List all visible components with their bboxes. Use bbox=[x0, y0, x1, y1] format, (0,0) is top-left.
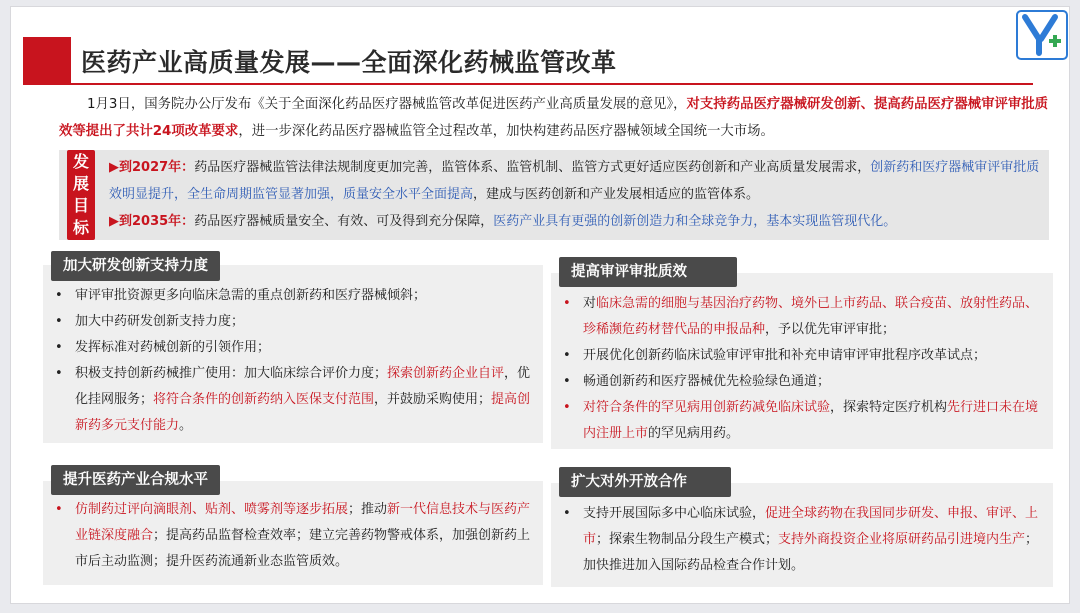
section-compliance-list bbox=[53, 497, 539, 575]
goals-text bbox=[109, 154, 1044, 235]
goals-label bbox=[67, 150, 95, 240]
list-item: • 开展优化创新药临床试验审评审批和补充申请审评审批程序改革试点； bbox=[561, 343, 1049, 369]
goal-2035-highlight: 医药产业具有更强的创新创造力和全球竞争力，基本实现监管现代化。 bbox=[493, 214, 897, 229]
goal-2027-heading: ▶到2027年： bbox=[109, 160, 195, 175]
goal-2027-text: 药品医疗器械监管法律法规制度更加完善，监管体系、监管机制、监管方式更好适应医药创新和产业高质量发展需求， bbox=[194, 160, 871, 175]
title-underline bbox=[71, 83, 1033, 85]
section-review-efficiency-list bbox=[561, 291, 1049, 447]
goal-2035 bbox=[109, 208, 1044, 235]
goals-label-char: 发 bbox=[72, 152, 89, 171]
goals-label-char: 展 bbox=[72, 174, 89, 193]
goal-2035-text: 药品医疗器械质量安全、有效、可及得到充分保障， bbox=[194, 214, 494, 229]
intro-text-1: 1月3日，国务院办公厅发布《关于全面深化药品医疗器械监管改革促进医药产业高质量发展的意见》， bbox=[87, 97, 687, 112]
list-item: • 积极支持创新药械推广使用：加大临床综合评价力度；探索创新药企业自评，优化挂网服务；将符合条件的创新药纳入医保支付范围，并鼓励采购使用；提高创新药多元支付能力。 bbox=[53, 361, 539, 439]
goal-2027-highlight: 创新药和医疗器械审评审批质效明显提升，全生命周期监管显著加强，质量安全水平全面提高 bbox=[109, 160, 1040, 202]
section-opening-up-list bbox=[561, 501, 1049, 579]
list-item: • 对临床急需的细胞与基因治疗药物、境外已上市药品、联合疫苗、放射性药品、珍稀濒危药材替代品的申报品种，予以优先审评审批； bbox=[561, 291, 1049, 343]
section-rd-support-label: 加大研发创新支持力度 bbox=[51, 251, 220, 281]
goal-2035-heading: ▶到2035年： bbox=[109, 214, 195, 229]
list-item: • 加大中药研发创新支持力度； bbox=[53, 309, 539, 335]
goal-2027-text-end: ，建成与医药创新和产业发展相适应的监管体系。 bbox=[473, 187, 760, 202]
goals-label-char: 目 bbox=[72, 196, 89, 215]
section-compliance-label: 提升医药产业合规水平 bbox=[51, 465, 220, 495]
list-item: • 畅通创新药和医疗器械优先检验绿色通道； bbox=[561, 369, 1049, 395]
list-item: • 发挥标准对药械创新的引领作用； bbox=[53, 335, 539, 361]
company-logo-icon bbox=[1015, 9, 1069, 61]
section-review-efficiency-label: 提高审评审批质效 bbox=[559, 257, 737, 287]
list-item: • 审评审批资源更多向临床急需的重点创新药和医疗器械倾斜； bbox=[53, 283, 539, 309]
section-opening-up-label: 扩大对外开放合作 bbox=[559, 467, 731, 497]
intro-highlight: 对支持药品医疗器械研发创新、提高药品医疗器械审评审批质效等提出了共计24项改革要求 bbox=[59, 97, 1049, 139]
slide bbox=[10, 6, 1070, 604]
goal-2027 bbox=[109, 154, 1044, 208]
list-item: • 支持开展国际多中心临床试验，促进全球药物在我国同步研发、申报、审评、上市；探索生物制品分段生产模式；支持外商投资企业将原研药品引进境内生产；加快推进加入国际药品检查合作计划。 bbox=[561, 501, 1049, 579]
title-accent-block bbox=[23, 37, 71, 85]
section-rd-support-list bbox=[53, 283, 539, 439]
page-title: 医药产业高质量发展——全面深化药械监管改革 bbox=[81, 48, 617, 77]
intro-text-2: ，进一步深化药品医疗器械监管全过程改革，加快构建药品医疗器械领域全国统一大市场。 bbox=[238, 124, 774, 139]
list-item: • 对符合条件的罕见病用创新药减免临床试验，探索特定医疗机构先行进口未在境内注册上市的罕见病用药。 bbox=[561, 395, 1049, 447]
intro-paragraph bbox=[59, 91, 1049, 145]
development-goals-box bbox=[59, 150, 1049, 240]
goals-label-char: 标 bbox=[72, 218, 89, 237]
title-bar bbox=[23, 37, 1023, 85]
list-item: • 仿制药过评向滴眼剂、贴剂、喷雾剂等逐步拓展；推动新一代信息技术与医药产业链深度融合；提高药品监督检查效率；建立完善药物警戒体系，加强创新药上市后主动监测；提升医药流通新业态监管质效。 bbox=[53, 497, 539, 575]
